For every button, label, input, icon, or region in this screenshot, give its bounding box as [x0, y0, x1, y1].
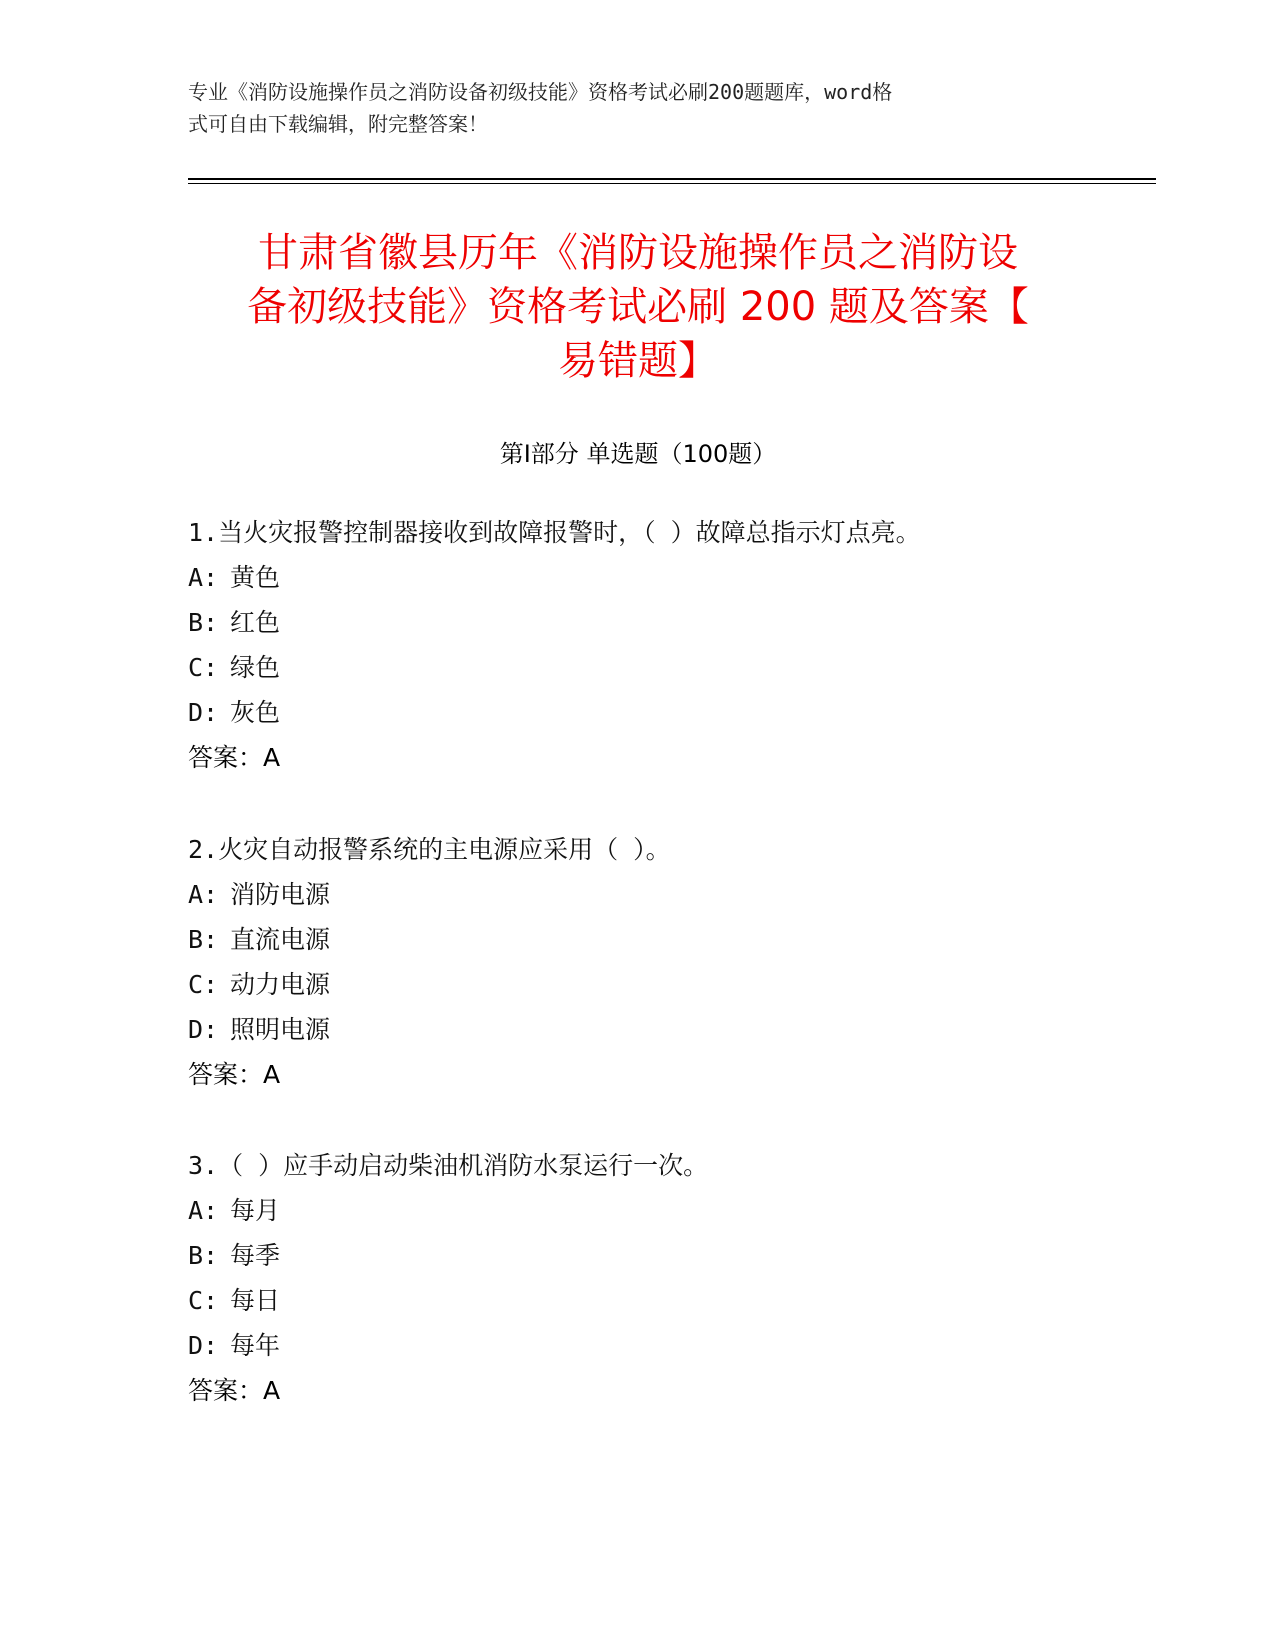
option-text: 动力电源	[230, 970, 331, 999]
option-letter: C:	[188, 653, 219, 682]
header-rule-thin	[188, 183, 1156, 184]
question-text: 2.火灾自动报警系统的主电源应采用（ ）。	[188, 835, 671, 864]
option-text: 黄色	[230, 563, 281, 592]
title-line-1: 甘肃省徽县历年《消防设施操作员之消防设	[258, 230, 1018, 276]
option-letter: C:	[188, 970, 219, 999]
option-text: 每年	[230, 1331, 281, 1360]
option-c	[188, 645, 1148, 690]
option-b	[188, 600, 1148, 645]
option-letter: B:	[188, 608, 219, 637]
option-letter: B:	[188, 925, 219, 954]
option-text: 照明电源	[230, 1015, 331, 1044]
question-text: 3.（ ）应手动启动柴油机消防水泵运行一次。	[188, 1151, 709, 1180]
header-line-2: 式可自由下载编辑，附完整答案！	[188, 112, 488, 136]
option-b	[188, 917, 1148, 962]
option-text: 消防电源	[230, 880, 331, 909]
option-letter: B:	[188, 1241, 219, 1270]
option-letter: A:	[188, 563, 219, 592]
option-d	[188, 690, 1148, 735]
page-header	[188, 76, 1088, 140]
option-letter: A:	[188, 1196, 219, 1225]
option-c	[188, 1278, 1148, 1323]
section-title: 第Ⅰ部分 单选题（100题）	[499, 440, 777, 468]
header-line-1: 专业《消防设施操作员之消防设备初级技能》资格考试必刷200题题库，word格	[188, 80, 893, 104]
option-text: 直流电源	[230, 925, 331, 954]
option-d	[188, 1323, 1148, 1368]
answer: 答案：A	[188, 1060, 281, 1089]
option-text: 每季	[230, 1241, 281, 1270]
option-letter: D:	[188, 1331, 219, 1360]
answer: 答案：A	[188, 743, 281, 772]
option-c	[188, 962, 1148, 1007]
option-text: 每日	[230, 1286, 281, 1315]
option-text: 红色	[230, 608, 281, 637]
option-a	[188, 1188, 1148, 1233]
answer: 答案：A	[188, 1376, 281, 1405]
title-line-2: 备初级技能》资格考试必刷 200 题及答案【	[247, 284, 1029, 330]
option-letter: D:	[188, 698, 219, 727]
option-letter: D:	[188, 1015, 219, 1044]
option-a	[188, 872, 1148, 917]
option-a	[188, 555, 1148, 600]
option-text: 每月	[230, 1196, 281, 1225]
question-1	[188, 510, 1148, 780]
question-2	[188, 827, 1148, 1097]
document-title	[188, 226, 1088, 388]
option-letter: C:	[188, 1286, 219, 1315]
option-d	[188, 1007, 1148, 1052]
question-3	[188, 1143, 1148, 1413]
title-line-3: 易错题】	[558, 338, 718, 384]
header-rule-thick	[188, 178, 1156, 180]
option-letter: A:	[188, 880, 219, 909]
option-text: 灰色	[230, 698, 281, 727]
option-text: 绿色	[230, 653, 281, 682]
option-b	[188, 1233, 1148, 1278]
question-text: 1.当火灾报警控制器接收到故障报警时，（ ）故障总指示灯点亮。	[188, 518, 921, 547]
